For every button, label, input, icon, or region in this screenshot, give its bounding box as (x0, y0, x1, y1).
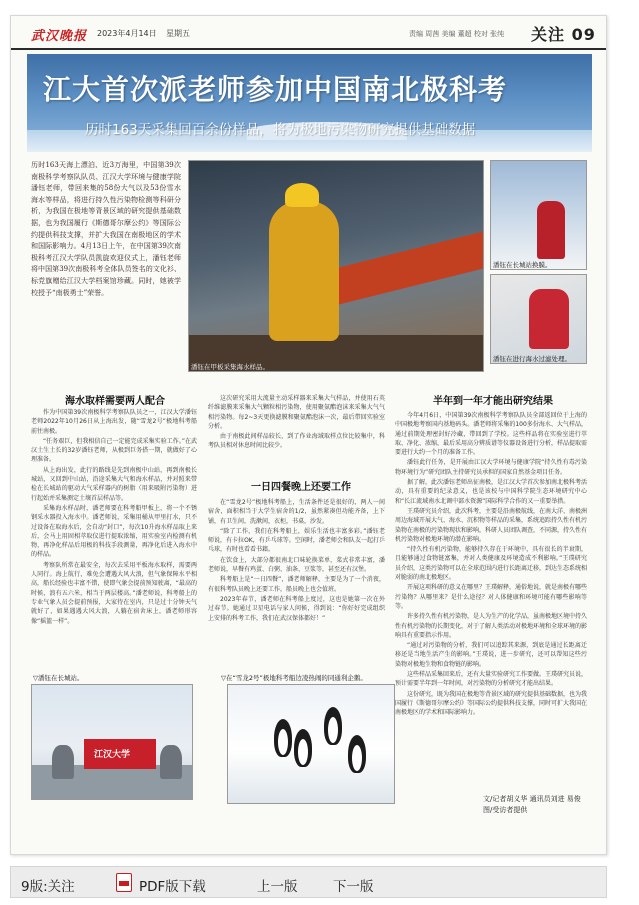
photo-helmet (285, 183, 319, 207)
paragraph: “持久性有机污染物，能够持久存在于环境中，具有很长的半衰期，且能够通过食物链富集，并对人类健康及环境造成不利影响。”王璞研究员介绍，这类污染物可以在全球范围内进行长距离迁移，到达生态系统相对脆弱的南北极地区。 (395, 546, 587, 582)
section-heading: 半年到一年才能出研究结果 (433, 396, 553, 407)
paragraph: 考察队所常在最安全，每次去采用平板海水取样，需要两人同行。海上航行，难免会遭遇大风大浪，但气象保障水平相高，船长经验也丰富不错，使即气象会提前预知驶离，“最高的时候，浪有五六米，相当于两层楼高。”潘老师说，科考船上的专业气象人员会提前预报，大家待在室内，只是过十分钟天气就好了，如果遇遇大风大浪，人躺在宿舍床上，潘老师形容像“摇篮一样”。 (31, 561, 197, 625)
paragraph: 开展这项科研的意义在哪里？王璞解释，通俗地说，就是南极有哪些污染物？从哪里来？是什么途径？对人体健康和环境可能有哪些影响等等。 (395, 584, 587, 610)
photo-tr-caption: 潘钰在长城站换膜。 (493, 261, 552, 269)
pdf-download-link[interactable]: PDF版下载 (139, 879, 206, 895)
next-page-link[interactable]: 下一版 (333, 879, 374, 895)
paragraph: 这些样品采集回来后，还有大量实验研究工作要做。王璞研究员说，预计需要半年到一年时间，对污染物的分析研究才能出结果。 (395, 671, 587, 688)
paragraph: 在饮食上，大部分都很南北口味轮换菜单，菜式非常丰富，潘老师说，早餐有鸡蛋、白粥、油条、豆浆等，甚至还有汉堡。 (208, 556, 385, 574)
paragraph: 据了解，此次潘钰老师出征南极，是江汉大学首次参加南北极科考活动，具有重要的纪录意义，也是该校与中国科学院生态环境研究中心和“长江流域南水北调中部水资源”国际科学合作的又一重要举措。 (395, 479, 587, 505)
paragraph: 这次研究采用大流量主动采样器来采集大气样品，并使用石英纤维滤膜来采集大气颗粒相污染物，使用聚氨酯泡沫来采集大气气相污染物。每2~3天更换滤膜和聚氨酯泡沫一次，最后带回实验室分析。 (208, 395, 385, 430)
paragraph: “除了工作，我们在科考船上，娱乐生活也丰富多彩。”潘钰老师说，有卡拉OK，有乒乓球等。空闲时，潘老师会和队友一起打乒乓球，有时也看看书籍。 (208, 527, 385, 554)
paragraph: 在“雪龙2号”极地科考船上，生活条件还是很好的，两人一间宿舍，面积相当于大学生宿舍的1/2，虽然紧凑但功能齐备，上下铺，有卫生间，洗漱间，衣柜，书桌，沙发。 (208, 499, 385, 525)
photo-filtering (490, 274, 587, 364)
photo-deck-sampling (188, 160, 484, 372)
photo-person-red (537, 201, 565, 259)
pdf-icon[interactable] (116, 873, 132, 892)
paragraph: 2023年春节，潘老师在科考船上度过，这也是她第一次在外过春节。她通过卫星电话与家人问候，得到说：“你好好完成组织上安排的科考工作，我们在武汉保体都好！” (208, 595, 385, 622)
paragraph: 王璞研究员介绍，此次科考，主要是沿南极航线，在南大洋、南极洲周边海域开展大气、海水、沉积物等样品的采集，系统追踪持久性有机污染物在南极的污染物现状和影响，科研人员团队调查，不同源，持久性有机污染物对极地环境的潜在影响。 (395, 507, 587, 543)
section-title: 关注 09 (531, 25, 596, 44)
newspaper-logo: 武汉晚报 (31, 29, 88, 44)
article-column (31, 408, 197, 698)
previous-page-link[interactable]: 上一版 (257, 879, 298, 895)
paragraph: “通过对污染物的分析，我们可以追踪其来源，到底是通过长距离迁移还是当地生活产生的影响。”王璞说，进一步研究，还可以帮知这些污染物对极地生物和食物链的影响。 (395, 642, 587, 668)
photo-bl-caption: ▽潘钰在长城站。 (33, 674, 84, 682)
photo-br-caption: 潘钰在进行海水过滤处理。 (493, 355, 571, 363)
current-section-label: 9版:关注 (21, 879, 75, 895)
paragraph: 采集海水样品时，潘老师要在科考船甲板上，将一个不锈钢采水器投入海水中。潘老师说，采集用桶从甲里打水，只不过设备在取海水后，会自动“封口”，每次10升海水样品取上来后，会马上用固相萃取仪进行提取浓缩，用实验室内检测有机物，再净化样品后用极的科技手段测量，再净化后进入海水中的样品。 (31, 504, 197, 559)
issue-date: 2023年4月14日 (97, 29, 157, 38)
section-heading: 海水取样需要两人配合 (65, 396, 165, 407)
paragraph: 潘钰此行任务，是开展由江汉大学环境与健康学院“持久性有毒污染物环境行为”研究团队主持研究员承担的国家自然基金项目任务。 (395, 459, 587, 476)
byline-photos: 图/受访者提供 (483, 806, 528, 814)
photo-bc-caption: ▽在“雪龙2号”极地科考船边凌热闹的同通利企鹅。 (221, 674, 367, 682)
paragraph: “任务艰巨，但我相信自己一定能完成采集实验工作。”在武汉土生土长的32岁潘钰老师，从极到巨务搭一期，就做好了心理准备。 (31, 437, 197, 464)
page-margin (613, 0, 639, 860)
photo-penguin (324, 707, 342, 745)
photo-main-caption: 潘钰在甲板采集海水样品。 (191, 363, 269, 371)
photo-banner-text: 江汉大学 (94, 750, 131, 760)
paragraph: 从上海出发，此行的路线是先到南极中山站，再到南极长城站，又回到中山站，沿途采集大气和海水样品，并对照来带检在长城站的驱动大气采样器内的树脂（用来吸附污染物）进行起始并采集测定土壤首层样品等。 (31, 466, 197, 502)
headline-banner (27, 54, 592, 152)
photo-lion-statue (160, 745, 182, 779)
intro-paragraph: 历时163天海上漂泊、近3万海里，中国第39次南极科学考察队队员、江汉大学环境与健康学院潘钰老师，带回来集的58份大气以及53份雪水海水等样品，将进行持久性污染物检测等科研分析，为我国在极地等背景区域的研究提供基础数据，也为我国履行《斯德哥尔摩公约》等国际公约提供科技支撑，并扩大我国在南极地区的学术和国际影响力。4月13日上午，在中国第39次南极科考江汉大学队员凯旋欢迎仪式上，潘钰老师将中国第39次南极科考全体队员签名的文化衫、标党旗赠给江汉大学档案馆珍藏。同时，她被学校授予“南极勇士”荣誉。 (31, 161, 181, 297)
photo-penguins (227, 684, 395, 804)
paragraph: 这份研究，既为我国在极地等背景区域的研究提供基础数据，也为我国履行《斯德哥尔摩公约》等国际公约提供科技支撑，同时可扩大我国在南极地区的学术和国际影响力。 (395, 690, 587, 717)
issue-weekday: 星期五 (166, 29, 190, 38)
editor-credits: 责编 周茜 美编 董超 校对 张纯 (409, 30, 505, 38)
subheadline: 历时163天采集回百余份样品，将为极地污染物研究提供基础数据 (85, 122, 476, 138)
article-column (208, 394, 385, 462)
paragraph: 许多持久性有机污染物，是人为生产的化学品，虽南极地区境中持久性有机污染物的长期变化，对于了解人类活动对极地环境和全球环境的影响具有重要指示作用。 (395, 613, 587, 639)
section-heading: 一日四餐晚上还要工作 (251, 482, 351, 493)
paragraph: 科考船上是“一日四餐”，潘老师解释，主要是为了一个消夜，有很科考队员晚上还要工作，船员晚上也会值班。 (208, 576, 385, 593)
masthead (11, 16, 607, 50)
photo-penguin (274, 719, 292, 757)
headline: 江大首次派老师参加中国南北极科考 (43, 73, 508, 106)
paragraph: 今年4月6日，中国第39次南极科学考察队队员全部返回位于上海的中国极地考察国内基地码头。潘老师将采集的100多份海水、大气样品，通过前期处理密封好冷藏，带回到了学校。这些样品将在实验室进行萃取、净化、浓缩，最后采用高分辨质谱等仪器设备进行分析，样品提取需要进行大约一个月的准备工作。 (395, 412, 587, 457)
article-column (395, 411, 587, 784)
paragraph: 由于南极此间样品较长，到了作业海域取样点位比较集中，科考队员相对休息时间比较少。 (208, 433, 385, 450)
photo-penguin (294, 729, 312, 767)
byline-reporters: 文/记者胡义华 通讯员刘进 易俊 (483, 795, 581, 803)
paragraph: 作为中国第39次南极科学考察队队员之一，江汉大学潘钰老师2022年10月26日从上海出发，随“雪龙2号”极地科考船前往南极。 (31, 409, 197, 435)
photo-lion-statue (52, 745, 74, 779)
newspaper-page (10, 15, 607, 855)
photo-penguin (348, 735, 366, 773)
photo-university-banner (31, 684, 193, 800)
photo-person-red (529, 289, 569, 349)
byline (483, 794, 593, 816)
photo-person (269, 201, 339, 341)
page-navigation (10, 866, 607, 898)
photo-great-wall-station (490, 160, 587, 270)
